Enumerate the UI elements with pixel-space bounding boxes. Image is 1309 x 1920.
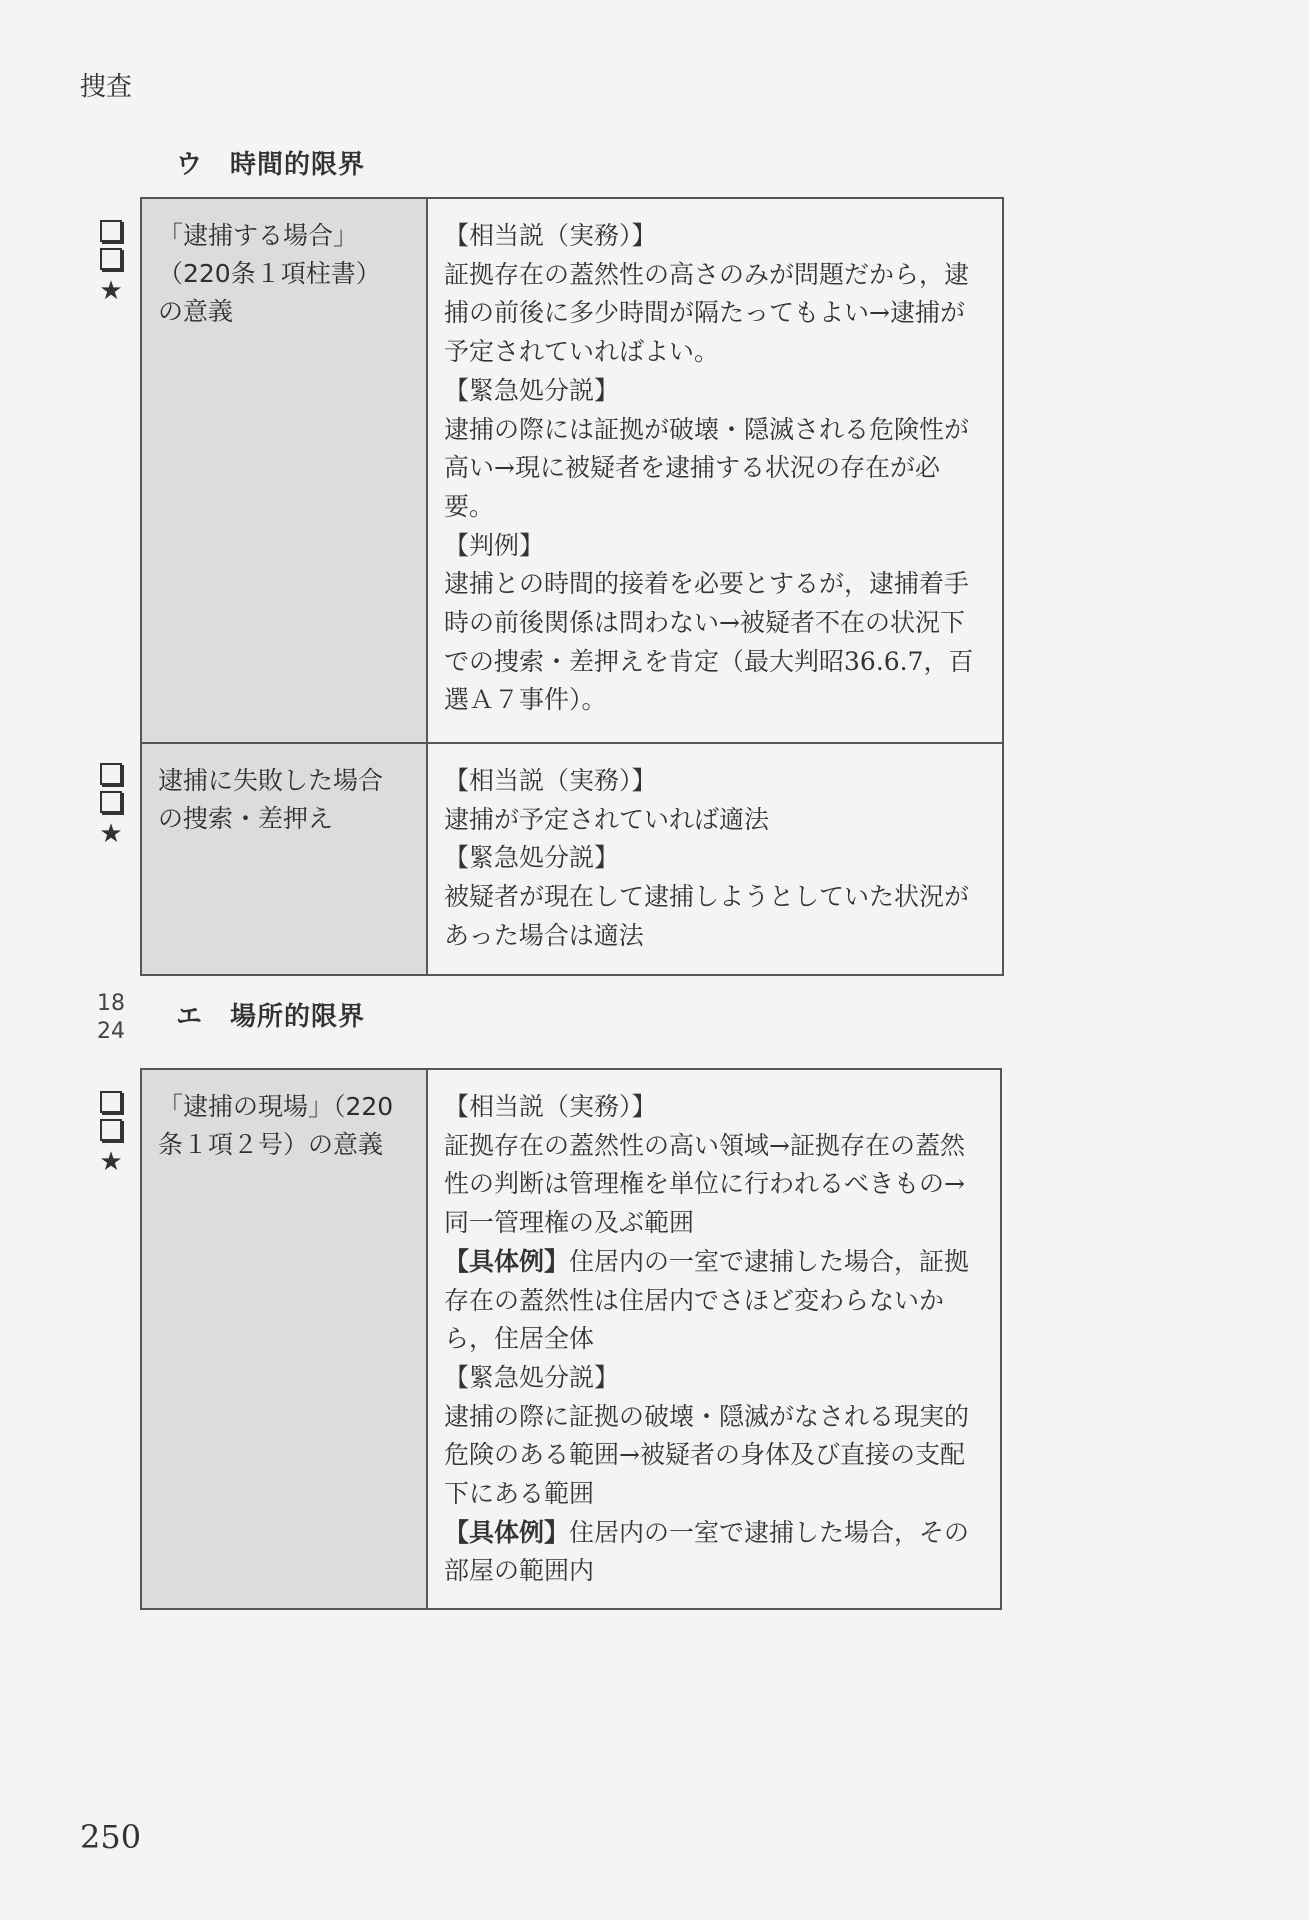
term-cell: [141, 1069, 427, 1609]
term-line: の捜索・差押え: [158, 804, 334, 833]
checkbox[interactable]: [100, 220, 122, 242]
checkbox[interactable]: [100, 248, 122, 270]
term-cell: [141, 743, 427, 975]
checkbox-group-row2: [96, 757, 126, 850]
term-line: の意義: [158, 297, 234, 326]
theory-label: 【緊急処分説】: [444, 843, 620, 873]
star-icon: ★: [99, 1147, 123, 1177]
term-line: 逮捕に失敗した場合: [158, 766, 384, 795]
description-cell: [427, 743, 1003, 975]
term-cell: [141, 198, 427, 743]
description-cell: [427, 198, 1003, 743]
theory-label: 【判例】: [444, 530, 545, 560]
theory-label: 【相当説（実務）】: [444, 1092, 657, 1121]
theory-label: 【相当説（実務）】: [444, 221, 657, 250]
section-title-text: 場所的限界: [230, 1002, 366, 1032]
example-paragraph: [444, 1243, 986, 1359]
theory-text: 逮捕との時間的接着を必要とするが，逮捕着手時の前後関係は問わない→被疑者不在の状況下での捜索・差押えを肯定（最大判昭36.6.7，百選Ａ７事件）。: [444, 569, 974, 715]
term-line: （220条１項柱書）: [158, 259, 381, 288]
table-row: [141, 198, 1003, 743]
section-heading-place-limit: [176, 996, 365, 1033]
theory-label: 【緊急処分説】: [444, 1362, 620, 1392]
checkbox-group-row1: [96, 214, 126, 307]
table-row: [141, 1069, 1001, 1609]
theory-text: 逮捕の際には証拠が破壊・隠滅される危険性が高い→現に被疑者を逮捕する状況の存在が必要。: [444, 414, 970, 521]
section-mark: ウ: [176, 150, 204, 180]
star-icon: ★: [99, 819, 123, 849]
checkbox[interactable]: [100, 791, 122, 813]
theory-text: 証拠存在の蓋然性の高い領域→証拠存在の蓋然性の判断は管理権を単位に行われるべきもの→同一管理権の及ぶ範囲: [444, 1130, 965, 1238]
example-text: 住居内の一室で逮捕した場合，その部屋の範囲内: [444, 1517, 970, 1586]
description-cell: [427, 1069, 1001, 1609]
section-mark: エ: [176, 1002, 204, 1032]
theory-label: 【緊急処分説】: [444, 375, 620, 405]
term-line: 条１項２号）の意義: [158, 1130, 384, 1159]
checkbox[interactable]: [100, 1091, 122, 1113]
page-number: 250: [80, 1818, 142, 1856]
time-limit-table: [140, 197, 1004, 976]
term-line: 「逮捕の現場」（220: [158, 1092, 394, 1121]
section-heading-time-limit: [176, 144, 365, 181]
checkbox-group-row3: [96, 1085, 126, 1178]
theory-text: 逮捕が予定されていれば適法: [444, 804, 770, 834]
place-limit-table: [140, 1068, 1002, 1610]
checkbox[interactable]: [100, 763, 122, 785]
theory-label: 【相当説（実務）】: [444, 766, 657, 795]
theory-text: 証拠存在の蓋然性の高さのみが問題だから，逮捕の前後に多少時間が隔たってもよい→逮捕が予定されていればよい。: [444, 259, 970, 367]
table-row: [141, 743, 1003, 975]
term-line: 「逮捕する場合」: [158, 221, 359, 250]
cross-reference-numbers: [96, 990, 126, 1046]
example-label: 【具体例】: [444, 1246, 570, 1276]
theory-text: 被疑者が現在して逮捕しようとしていた状況があった場合は適法: [444, 882, 970, 950]
example-text: 住居内の一室で逮捕した場合，証拠存在の蓋然性は住居内でさほど変わらないから，住居全体: [444, 1246, 970, 1354]
section-title-text: 時間的限界: [230, 150, 366, 180]
ref-number: 24: [97, 1019, 125, 1044]
running-header: 捜査: [80, 72, 133, 102]
example-paragraph: [444, 1514, 986, 1591]
theory-text: 逮捕の際に証拠の破壊・隠滅がなされる現実的危険のある範囲→被疑者の身体及び直接の支配下にある範囲: [444, 1401, 970, 1509]
star-icon: ★: [99, 276, 123, 306]
example-label: 【具体例】: [444, 1517, 570, 1547]
ref-number: 18: [97, 991, 125, 1016]
checkbox[interactable]: [100, 1119, 122, 1141]
